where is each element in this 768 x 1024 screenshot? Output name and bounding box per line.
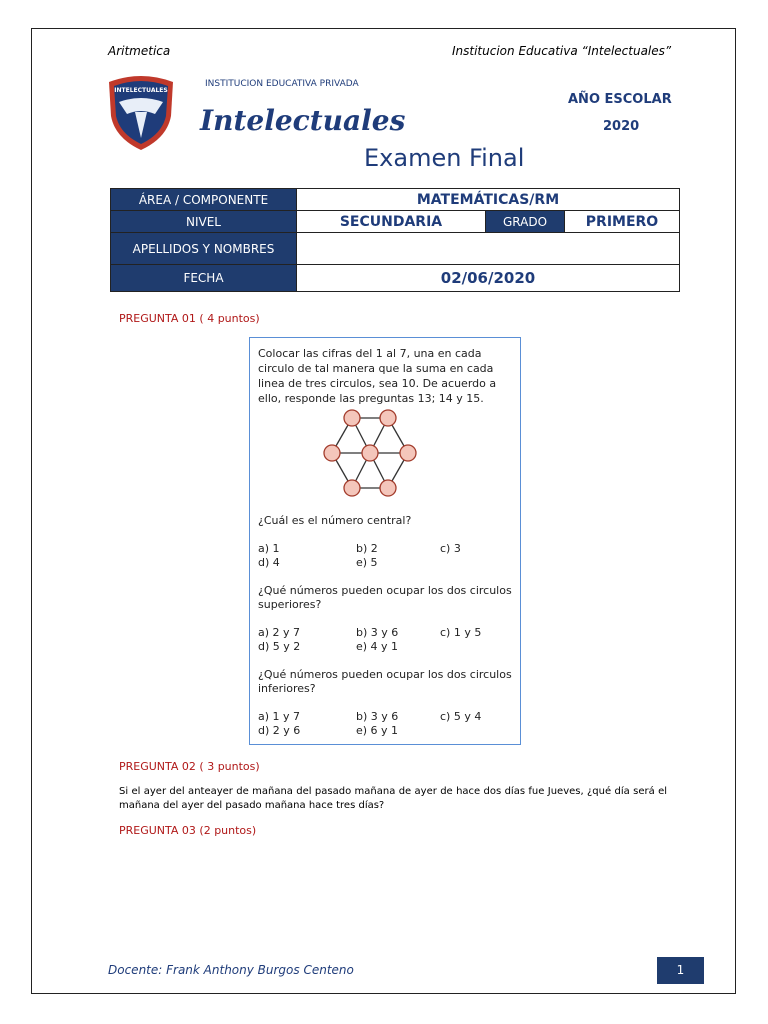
circle-top-left [344,410,360,426]
brand-name: Intelectuales [200,104,406,137]
hexagon-circles-figure [320,408,420,500]
question-3-label: PREGUNTA 03 (2 puntos) [119,824,257,837]
area-value: MATEMÁTICAS/RM [297,189,680,211]
circle-left [324,445,340,461]
circle-right [400,445,416,461]
grado-value: PRIMERO [565,211,680,233]
logo-lettering: INTELECTUALES [114,87,168,94]
question-2-text: Si el ayer del anteayer de mañana del pasado mañana de ayer de hace dos días fue Jueves, ¿qué día será el mañana del ayer del pasado mañana hace tres días? [119,786,667,811]
school-year-label: AÑO ESCOLAR [568,92,672,107]
sub1-option-b: b) 2 [356,542,378,555]
sub2-option-a: a) 2 y 7 [258,626,301,639]
fecha-label: FECHA [111,265,297,292]
area-label: ÁREA / COMPONENTE [111,189,297,211]
header-subject: Aritmetica [108,44,171,58]
sub2-option-e: e) 4 y 1 [356,640,399,653]
shield-logo-icon [105,72,177,152]
institution-type: INSTITUCION EDUCATIVA PRIVADA [205,79,359,89]
sub-question-1: ¿Cuál es el número central? [258,514,412,527]
apellidos-label: APELLIDOS Y NOMBRES [111,233,297,265]
question-2-label: PREGUNTA 02 ( 3 puntos) [119,760,260,773]
page-number: 1 [657,957,704,984]
sub2-option-c: c) 1 y 5 [440,626,482,639]
footer-teacher: Docente: Frank Anthony Burgos Centeno [108,963,354,977]
sub3-option-d: d) 2 y 6 [258,724,301,737]
nivel-value: SECUNDARIA [297,211,486,233]
apellidos-field[interactable] [297,233,680,265]
sub1-option-e: e) 5 [356,556,378,569]
exam-info-table [110,188,680,292]
circle-top-right [380,410,396,426]
sub3-option-b: b) 3 y 6 [356,710,399,723]
grado-label: GRADO [486,211,565,233]
sub3-option-a: a) 1 y 7 [258,710,301,723]
school-year-value: 2020 [603,119,640,134]
question-1-label: PREGUNTA 01 ( 4 puntos) [119,312,260,325]
circle-bottom-left [344,480,360,496]
sub2-option-b: b) 3 y 6 [356,626,399,639]
header-institution: Institucion Educativa “Intelectuales” [452,44,672,58]
panel-intro: Colocar las cifras del 1 al 7, una en cada circulo de tal manera que la suma en cada linea de tres circulos, sea 10. De acuerdo a ello, responde las preguntas 13; 14 y 15. [258,347,497,405]
exam-title: Examen Final [364,144,525,172]
fecha-value: 02/06/2020 [297,265,680,292]
circle-bottom-right [380,480,396,496]
sub-question-3: ¿Qué números pueden ocupar los dos circulos inferiores? [258,668,512,695]
sub3-option-c: c) 5 y 4 [440,710,482,723]
sub1-option-a: a) 1 [258,542,280,555]
question-1-panel [249,337,521,745]
nivel-label: NIVEL [111,211,297,233]
sub3-option-e: e) 6 y 1 [356,724,399,737]
sub2-option-d: d) 5 y 2 [258,640,301,653]
sub-question-2: ¿Qué números pueden ocupar los dos circulos superiores? [258,584,512,611]
sub1-option-c: c) 3 [440,542,461,555]
sub1-option-d: d) 4 [258,556,280,569]
circle-center [362,445,378,461]
